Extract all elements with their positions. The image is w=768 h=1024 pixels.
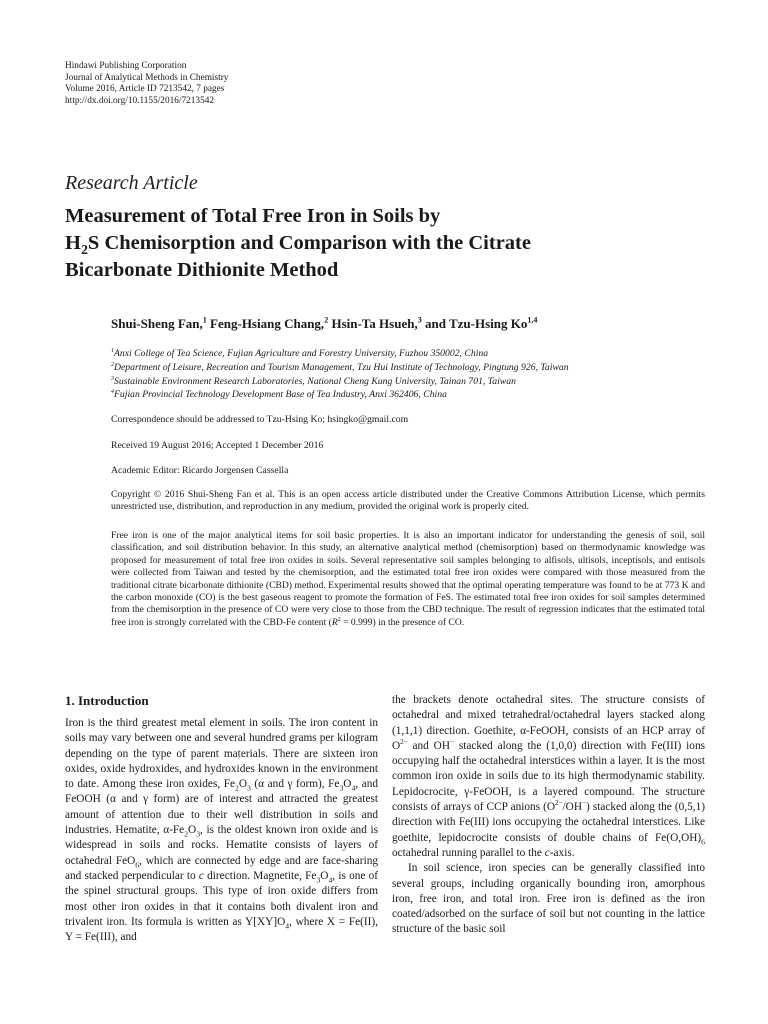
body-paragraph: In soil science, iron species can be generally classified into several groups, including organically bounding iron, amorphous iron, free iron, and total iron. Free iron is defined as the iron coated/adsorbed on the surface of soil but not counting in the lattice structure of the basic soil: [392, 862, 705, 936]
author: Feng-Hsiang Chang,$^2$: [210, 315, 329, 331]
copyright-notice: Copyright © 2016 Shui-Sheng Fan et al. This is an open access article distributed under the Creative Commons Attribution License, which permits unrestricted use, distribution, and reproduction in any medium, provided the original work is properly cited.: [111, 489, 705, 513]
title-line-3: Bicarbonate Dithionite Method: [65, 259, 339, 281]
title-line-2: $H_2S$ Chemisorption and Comparison with the Citrate: [65, 232, 531, 259]
author: and Tzu-Hsing Ko$^{1,4}$: [424, 315, 538, 331]
academic-editor: Academic Editor: Ricardo Jorgensen Cassella: [111, 465, 289, 476]
doi-link[interactable]: http://dx.doi.org/10.1155/2016/7213542: [65, 95, 215, 106]
article-type: Research Article: [65, 172, 198, 194]
volume-line: Volume 2016, Article ID 7213542, 7 pages: [65, 84, 225, 94]
received-accepted-dates: Received 19 August 2016; Accepted 1 December 2016: [111, 440, 324, 451]
affiliation: $^4$Fujian Provincial Technology Development Base of Tea Industry, Anxi 362406, China: [111, 389, 447, 401]
affiliation: $^2$Department of Leisure, Recreation and Tourism Management, Tzu Hui Institute of Technology, Pingtung 926, Taiwan: [111, 361, 569, 373]
correspondence: Correspondence should be addressed to Tzu-Hsing Ko; hsingko@gmail.com: [111, 414, 409, 425]
section-heading: 1. Introduction: [65, 693, 149, 708]
abstract: Free iron is one of the major analytical items for soil basic properties. It is also an important indicator for understanding the genesis of soil, soil classification, and soil distribution behavior. In this study, an alternative analytical method (chemisorption) based on thermodynamic knowledge was proposed for measurement of total free iron oxides in soils. Several representative soil samples belonging to alfisols, ultisols, inceptisols, and entisols were collected from Taiwan and tested by the chemisorption, and the estimated total free iron oxides were compared with those measured from the traditional citrate bicarbonate dithionite (CBD) method. Experimental results showed that the optimal operating temperature was found to be at 773 K and the carbon monoxide (CO) is the best gaseous reagent to promote the formation of FeS. The estimated total free iron oxides for soil samples determined from the chemisorption in the presence of CO were very close to those from the CBD technique. The result of regression indicates that the estimated total free iron is strongly correlated with the CBD-Fe content $(R^2 = 0.999)$ in the presence of CO.: [111, 530, 705, 628]
title-line-1: Measurement of Total Free Iron in Soils by: [65, 205, 441, 227]
publisher-line: Hindawi Publishing Corporation: [65, 61, 187, 71]
journal-name: Journal of Analytical Methods in Chemistry: [65, 72, 229, 83]
author: Hsin-Ta Hsueh,$^3$: [331, 315, 422, 331]
affiliation: $^3$Sustainable Environment Research Laboratories, National Cheng Kung University, Tainan 701, Taiwan: [111, 375, 516, 387]
affiliation: $^1$Anxi College of Tea Science, Fujian Agriculture and Forestry University, Fuzhou 350002, China: [111, 347, 489, 359]
author: Shui-Sheng Fan,$^1$: [111, 315, 207, 331]
column-left: [65, 693, 378, 945]
body-paragraph: the brackets denote octahedral sites. The structure consists of octahedral and mixed tetrahedral/octahedral layers stacked along (1,1,1) direction. Goethite, α-FeOOH, consists of an HCP array of $O^{2-}$ and OH− stacked along the (1,0,0) direction with Fe(III) ions occupying half the octahedral interstices within a layer. It is the most common iron oxide in soils due to its high thermodynamic stability. Lepidocrocite, γ-FeOOH, is a layered compound. The structure consists of arrays of CCP anions $(O^{2-}/OH^-)$ stacked along the (0,5,1) direction with Fe(III) ions occupying the octahedral interstices. Like goethite, lepidocrocite consists of double chains of $Fe(O,OH)_6$ octahedral running parallel to the c-axis.: [392, 694, 705, 859]
body-paragraph: Iron is the third greatest metal element in soils. The iron content in soils may vary between one and several hundred grams per kilogram depending on the type of parent materials. There are sixteen iron oxides, oxide hydroxides, and hydroxides known in the environment to date. Among these iron oxides, $Fe_2O_3$ (α and γ form), $Fe_3O_4$, and FeOOH (α and γ form) are of interest and attracted the greatest amount of attention due to their well distribution in soils and industries. Hematite, $\alpha-Fe_2O_3$, is the oldest known iron oxide and is widespread in soils and rocks. Hematite consists of layers of octahedral FeO$_6$, which are connected by edge and are face-sharing and stacked perpendicular to c direction. Magnetite, $Fe_3O_4$, is one of the spinel structural groups. This type of iron oxide differs from most other iron oxides in that it contains both divalent iron and trivalent iron. Its formula is written as $Y[XY]O_4$, where X = Fe(II), Y = Fe(III), and: [65, 717, 379, 944]
journal-header: [65, 61, 228, 107]
affiliation-list: [111, 347, 569, 402]
paper-title: [65, 203, 715, 284]
author-list: [111, 316, 537, 332]
column-right: [392, 693, 705, 938]
